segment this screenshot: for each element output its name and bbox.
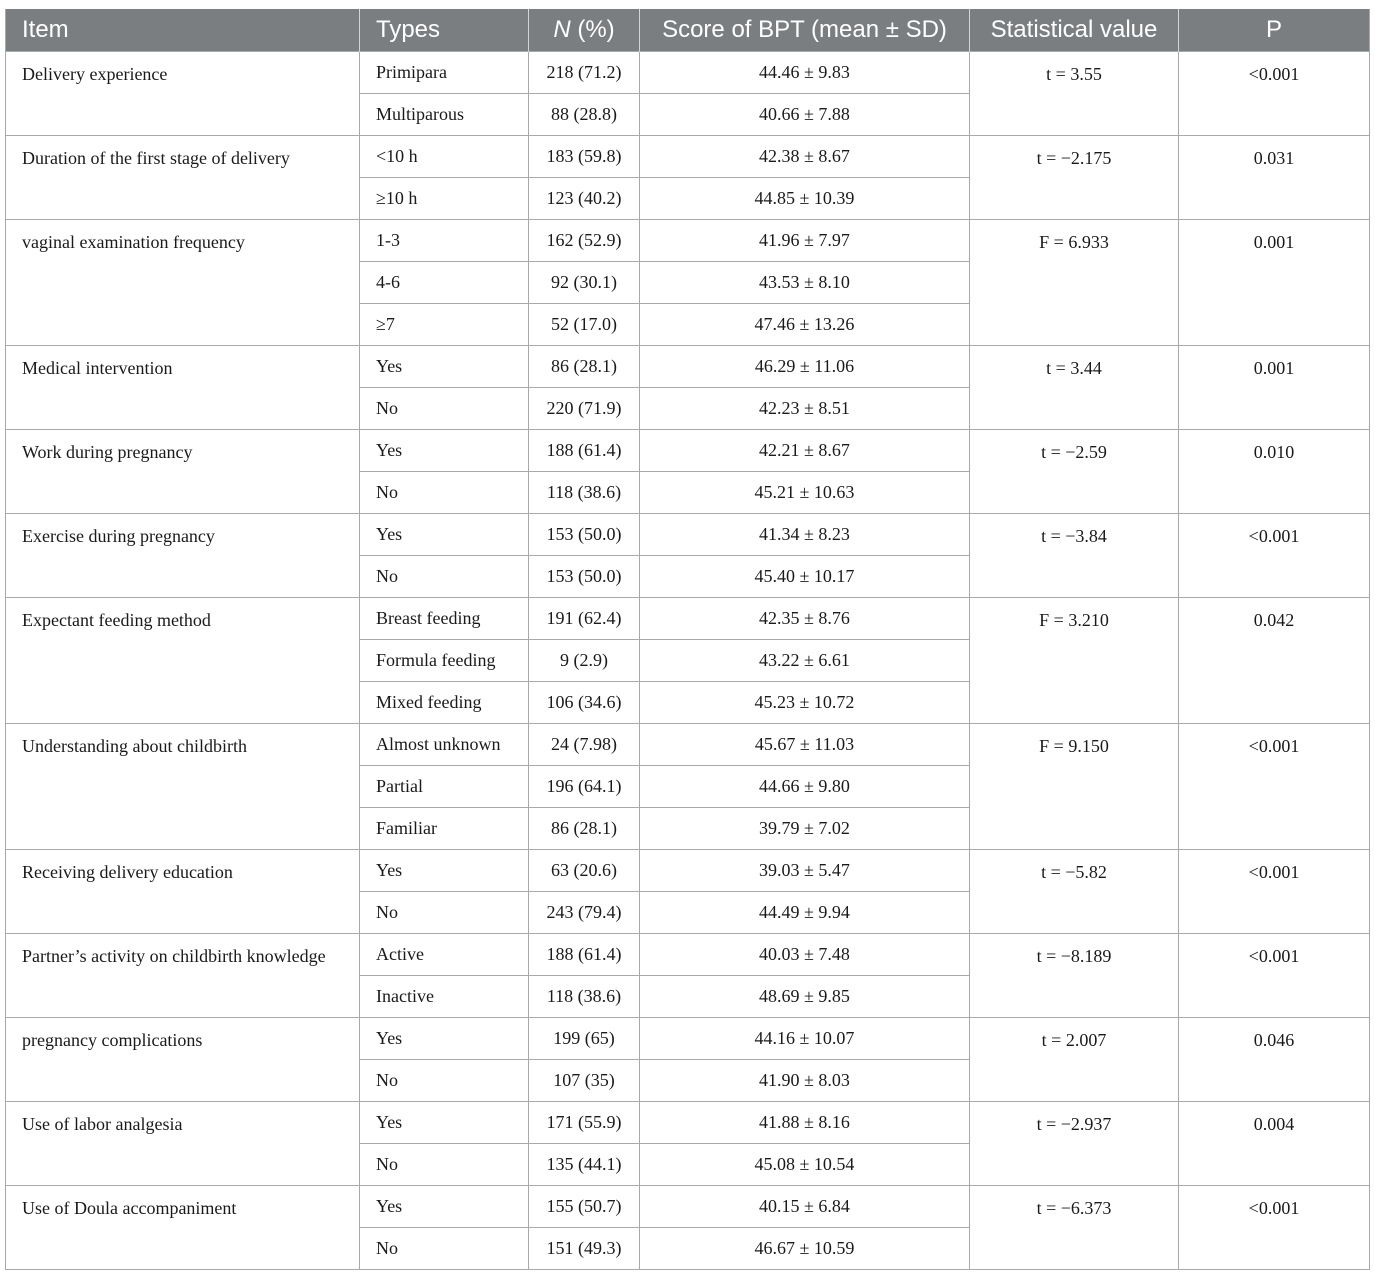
type-cell: Mixed feeding [360,681,529,723]
n-percent-cell: 88 (28.8) [529,93,640,135]
score-cell: 45.23 ± 10.72 [640,681,970,723]
score-cell: 39.79 ± 7.02 [640,807,970,849]
item-cell: Delivery experience [6,51,360,135]
n-percent-cell: 151 (49.3) [529,1227,640,1269]
p-value-cell: <0.001 [1179,513,1370,597]
score-cell: 40.66 ± 7.88 [640,93,970,135]
n-percent-cell: 63 (20.6) [529,849,640,891]
n-percent-cell: 86 (28.1) [529,807,640,849]
type-cell: No [360,1059,529,1101]
table-row [6,849,1370,891]
table-row [6,1101,1370,1143]
type-cell: Yes [360,513,529,555]
table-row [6,1017,1370,1059]
score-cell: 45.40 ± 10.17 [640,555,970,597]
type-cell: No [360,555,529,597]
statistical-value-cell: t = −2.175 [970,135,1179,219]
type-cell: No [360,891,529,933]
n-percent-cell: 123 (40.2) [529,177,640,219]
score-cell: 47.46 ± 13.26 [640,303,970,345]
score-cell: 48.69 ± 9.85 [640,975,970,1017]
score-cell: 42.23 ± 8.51 [640,387,970,429]
type-cell: Yes [360,345,529,387]
statistical-value-cell: t = −2.937 [970,1101,1179,1185]
table-header [6,9,1370,51]
table-row [6,345,1370,387]
header-types: Types [360,9,529,51]
type-cell: Yes [360,849,529,891]
score-cell: 43.53 ± 8.10 [640,261,970,303]
type-cell: Multiparous [360,93,529,135]
score-cell: 45.08 ± 10.54 [640,1143,970,1185]
item-cell: Duration of the first stage of delivery [6,135,360,219]
n-percent-cell: 162 (52.9) [529,219,640,261]
statistical-value-cell: t = −8.189 [970,933,1179,1017]
item-cell: Partner’s activity on childbirth knowledge [6,933,360,1017]
table-row [6,219,1370,261]
type-cell: Familiar [360,807,529,849]
n-percent-cell: 153 (50.0) [529,513,640,555]
statistical-value-cell: t = −5.82 [970,849,1179,933]
score-cell: 46.29 ± 11.06 [640,345,970,387]
score-cell: 45.67 ± 11.03 [640,723,970,765]
score-cell: 44.66 ± 9.80 [640,765,970,807]
p-value-cell: 0.031 [1179,135,1370,219]
statistical-value-cell: t = −6.373 [970,1185,1179,1269]
item-cell: Expectant feeding method [6,597,360,723]
score-cell: 44.49 ± 9.94 [640,891,970,933]
type-cell: Yes [360,429,529,471]
type-cell: No [360,387,529,429]
item-cell: Receiving delivery education [6,849,360,933]
n-percent-cell: 86 (28.1) [529,345,640,387]
score-cell: 46.67 ± 10.59 [640,1227,970,1269]
item-cell: Exercise during pregnancy [6,513,360,597]
score-cell: 44.16 ± 10.07 [640,1017,970,1059]
p-value-cell: 0.004 [1179,1101,1370,1185]
p-value-cell: <0.001 [1179,1185,1370,1269]
header-row [6,9,1370,51]
score-cell: 41.96 ± 7.97 [640,219,970,261]
n-percent-cell: 243 (79.4) [529,891,640,933]
score-cell: 42.35 ± 8.76 [640,597,970,639]
n-percent-cell: 9 (2.9) [529,639,640,681]
type-cell: No [360,1143,529,1185]
item-cell: Use of labor analgesia [6,1101,360,1185]
table-row [6,933,1370,975]
n-percent-cell: 171 (55.9) [529,1101,640,1143]
header-p: P [1179,9,1370,51]
n-percent-cell: 196 (64.1) [529,765,640,807]
n-percent-cell: 92 (30.1) [529,261,640,303]
statistical-value-cell: t = 3.55 [970,51,1179,135]
score-cell: 41.90 ± 8.03 [640,1059,970,1101]
statistical-value-cell: t = −3.84 [970,513,1179,597]
n-percent-cell: 188 (61.4) [529,429,640,471]
n-percent-cell: 191 (62.4) [529,597,640,639]
p-value-cell: 0.042 [1179,597,1370,723]
table-row [6,513,1370,555]
p-value-cell: <0.001 [1179,849,1370,933]
p-value-cell: <0.001 [1179,933,1370,1017]
type-cell: Active [360,933,529,975]
type-cell: Yes [360,1185,529,1227]
n-percent-cell: 199 (65) [529,1017,640,1059]
table-row [6,429,1370,471]
score-cell: 40.03 ± 7.48 [640,933,970,975]
header-n-percent [529,9,640,51]
type-cell: Breast feeding [360,597,529,639]
score-cell: 42.38 ± 8.67 [640,135,970,177]
type-cell: Almost unknown [360,723,529,765]
table-row [6,597,1370,639]
n-percent-cell: 52 (17.0) [529,303,640,345]
type-cell: 1-3 [360,219,529,261]
p-value-cell: <0.001 [1179,51,1370,135]
item-cell: Use of Doula accompaniment [6,1185,360,1269]
n-percent-cell: 183 (59.8) [529,135,640,177]
type-cell: ≥7 [360,303,529,345]
score-cell: 42.21 ± 8.67 [640,429,970,471]
type-cell: Yes [360,1101,529,1143]
score-cell: 43.22 ± 6.61 [640,639,970,681]
table-row [6,135,1370,177]
n-percent-cell: 155 (50.7) [529,1185,640,1227]
score-cell: 44.85 ± 10.39 [640,177,970,219]
header-statistical-value: Statistical value [970,9,1179,51]
score-cell: 44.46 ± 9.83 [640,51,970,93]
header-n-percent-label: (%) [570,15,615,43]
header-n-symbol: N [553,15,571,43]
statistical-value-cell: t = 3.44 [970,345,1179,429]
item-cell: Understanding about childbirth [6,723,360,849]
type-cell: 4-6 [360,261,529,303]
statistical-value-cell: F = 3.210 [970,597,1179,723]
p-value-cell: 0.001 [1179,219,1370,345]
table-row [6,723,1370,765]
header-item: Item [6,9,360,51]
n-percent-cell: 118 (38.6) [529,471,640,513]
score-cell: 41.88 ± 8.16 [640,1101,970,1143]
type-cell: Partial [360,765,529,807]
n-percent-cell: 188 (61.4) [529,933,640,975]
header-score: Score of BPT (mean ± SD) [640,9,970,51]
n-percent-cell: 106 (34.6) [529,681,640,723]
score-cell: 41.34 ± 8.23 [640,513,970,555]
p-value-cell: 0.046 [1179,1017,1370,1101]
statistical-value-cell: t = −2.59 [970,429,1179,513]
n-percent-cell: 107 (35) [529,1059,640,1101]
item-cell: Work during pregnancy [6,429,360,513]
statistical-value-cell: F = 9.150 [970,723,1179,849]
n-percent-cell: 135 (44.1) [529,1143,640,1185]
score-cell: 40.15 ± 6.84 [640,1185,970,1227]
item-cell: pregnancy complications [6,1017,360,1101]
table-body [6,51,1370,1269]
table-row [6,51,1370,93]
item-cell: vaginal examination frequency [6,219,360,345]
score-cell: 39.03 ± 5.47 [640,849,970,891]
score-cell: 45.21 ± 10.63 [640,471,970,513]
type-cell: Formula feeding [360,639,529,681]
p-value-cell: <0.001 [1179,723,1370,849]
p-value-cell: 0.010 [1179,429,1370,513]
p-value-cell: 0.001 [1179,345,1370,429]
n-percent-cell: 218 (71.2) [529,51,640,93]
n-percent-cell: 24 (7.98) [529,723,640,765]
results-table [5,9,1370,1270]
type-cell: <10 h [360,135,529,177]
type-cell: ≥10 h [360,177,529,219]
n-percent-cell: 153 (50.0) [529,555,640,597]
table-row [6,1185,1370,1227]
n-percent-cell: 220 (71.9) [529,387,640,429]
type-cell: No [360,1227,529,1269]
type-cell: Inactive [360,975,529,1017]
type-cell: No [360,471,529,513]
type-cell: Primipara [360,51,529,93]
n-percent-cell: 118 (38.6) [529,975,640,1017]
statistical-value-cell: t = 2.007 [970,1017,1179,1101]
item-cell: Medical intervention [6,345,360,429]
type-cell: Yes [360,1017,529,1059]
statistical-value-cell: F = 6.933 [970,219,1179,345]
